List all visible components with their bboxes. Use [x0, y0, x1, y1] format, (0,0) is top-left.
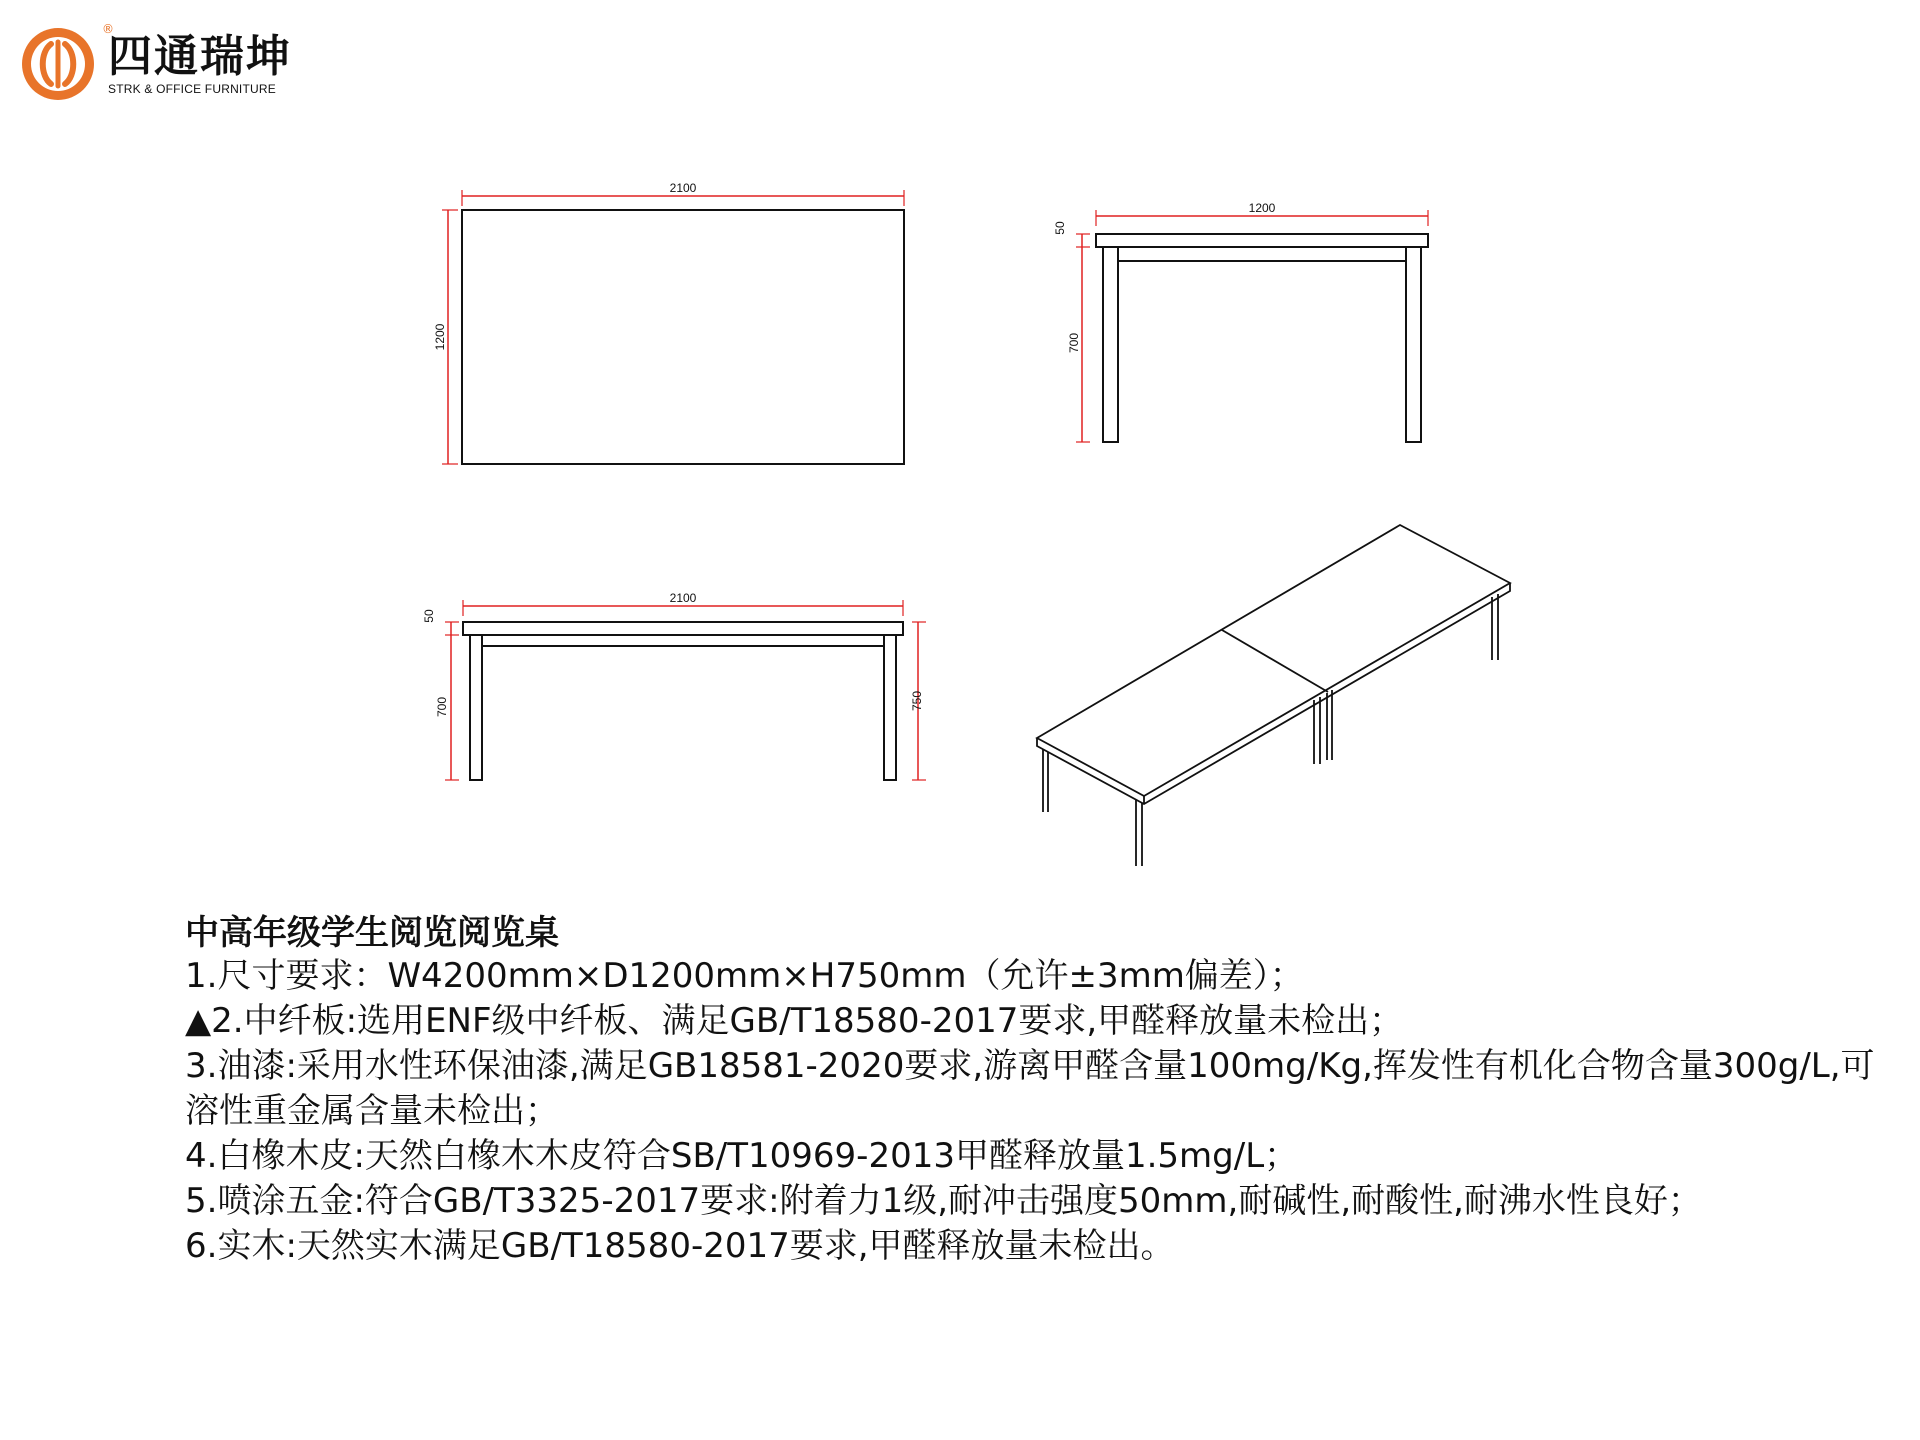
- side-view-depth-label: 1200: [1248, 201, 1276, 215]
- spec-line-mdf: ▲2.中纤板:选用ENF级中纤板、满足GB/T18580-2017要求,甲醛释放量未检出；: [185, 1001, 1404, 1041]
- spec-section: [185, 912, 1885, 1269]
- spec-line-hardware: 5.喷涂五金:符合GB/T3325-2017要求:附着力1级,耐冲击强度50mm,耐碱性,耐酸性,耐沸水性良好；: [185, 1181, 1702, 1221]
- spec-line-dimensions: 1.尺寸要求：W4200mm×D1200mm×H750mm（允许±3mm偏差）；: [185, 956, 1304, 996]
- front-view-width-label: 2100: [669, 591, 697, 605]
- side-view-leg-height-label: 700: [1067, 332, 1081, 354]
- front-view-leg-height-label: 700: [435, 696, 449, 718]
- top-view-width-label: 2100: [669, 181, 697, 195]
- spec-line-paint: 3.油漆:采用水性环保油漆,满足GB18581-2020要求,游离甲醛含量100mg/Kg,挥发性有机化合物含量300g/L,可溶性重金属含量未检出；: [185, 1046, 1875, 1131]
- front-view-thickness-label: 50: [422, 609, 436, 623]
- front-view-total-height-dimension: [910, 622, 926, 780]
- front-view-total-height-label: 750: [910, 690, 924, 712]
- front-view-width-dimension: [463, 591, 903, 616]
- spec-line-oak-veneer: 4.白橡木皮:天然白橡木木皮符合SB/T10969-2013甲醛释放量1.5mg/L；: [185, 1136, 1299, 1176]
- side-view-thickness-label: 50: [1053, 221, 1067, 235]
- brand-tagline: STRK & OFFICE FURNITURE: [108, 82, 276, 96]
- registered-mark: ®: [102, 22, 114, 36]
- spec-line-solid-wood: 6.实木:天然实木满足GB/T18580-2017要求,甲醛释放量未检出。: [185, 1226, 1175, 1266]
- perspective-view: [1037, 525, 1510, 866]
- top-view-depth-dimension: [433, 210, 458, 464]
- front-view-left-height-dimension: [422, 609, 459, 780]
- side-view-height-dimension: [1053, 221, 1090, 442]
- top-view-width-dimension: [462, 181, 904, 206]
- spec-title: 中高年级学生阅览阅览桌: [185, 913, 559, 953]
- side-view-depth-dimension: [1096, 201, 1428, 226]
- front-view: [422, 591, 926, 780]
- brand-name: 四通瑞坤: [108, 31, 292, 82]
- side-view: [1053, 201, 1428, 442]
- top-view: [433, 181, 904, 464]
- top-view-depth-label: 1200: [433, 323, 447, 351]
